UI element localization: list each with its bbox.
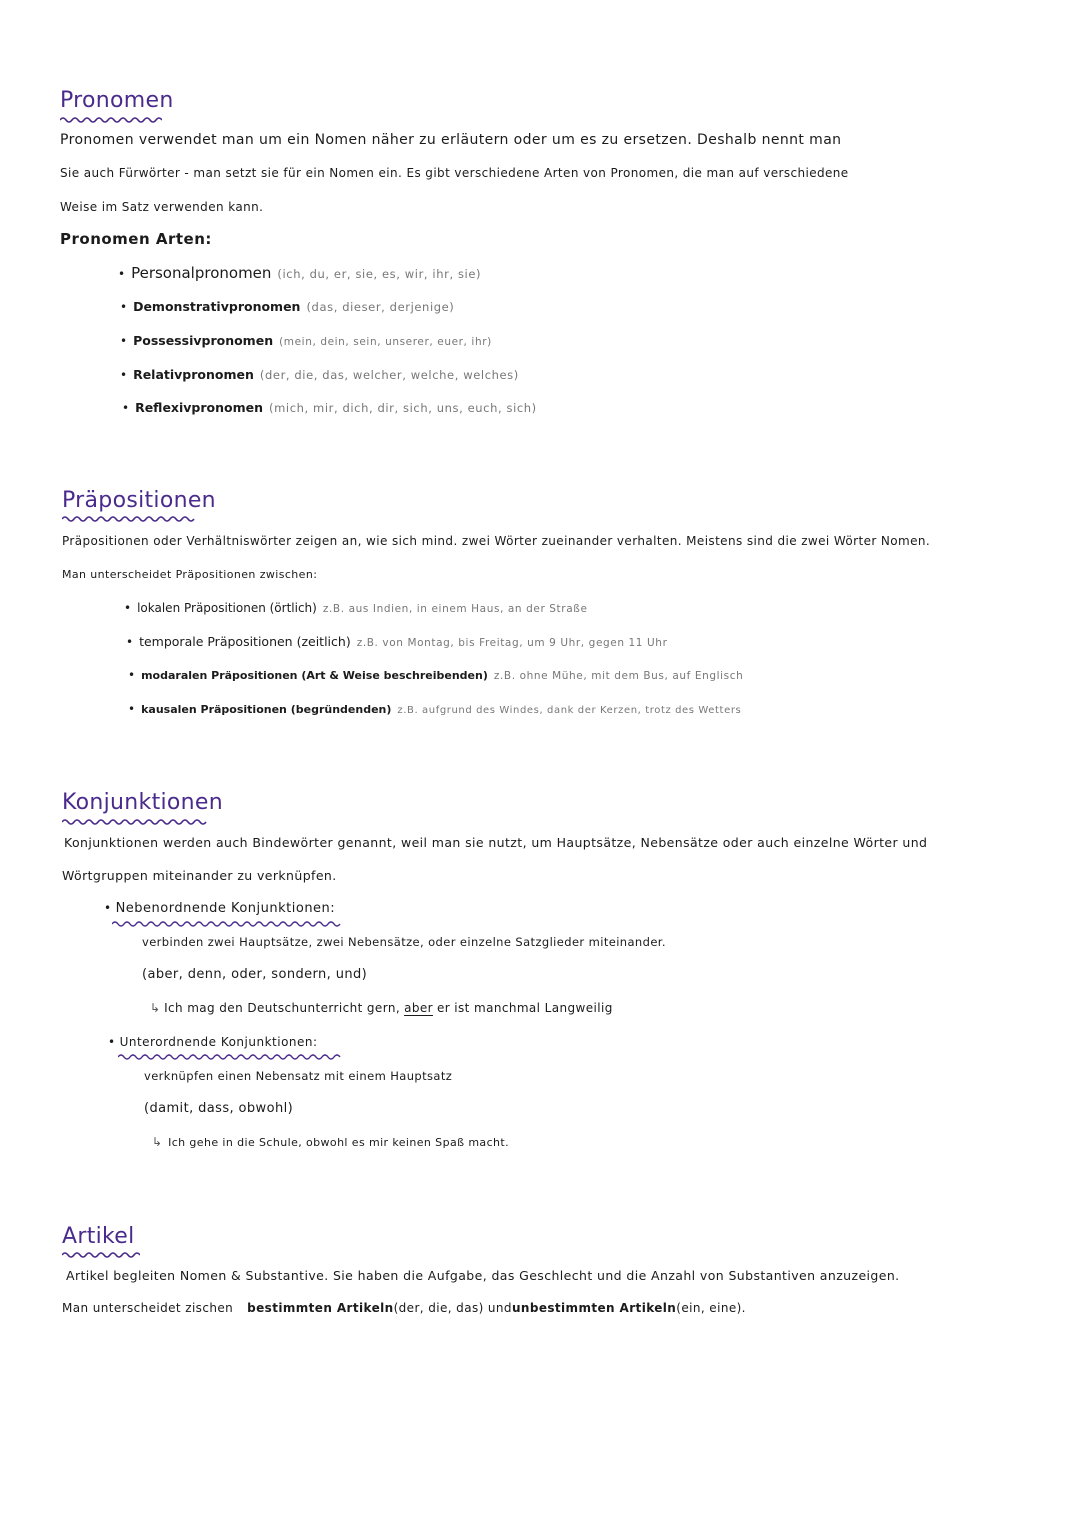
list-item [120,299,454,314]
list-item-examples: z.B. ohne Mühe, mit dem Bus, auf Englisch [493,670,744,682]
artikel-line-1: Artikel begleiten Nomen & Substantive. Sie haben die Aufgabe, das Geschlecht und die Anzahl von Substantiven anzuzeigen. [66,1268,900,1283]
artikel-heading: Artikel [62,1224,135,1249]
list-item-examples: z.B. aus Indien, in einem Haus, an der Straße [322,603,588,615]
artikel-line-2 [62,1301,746,1315]
artikel-wavy-underline [62,1251,140,1259]
list-item-examples: (ich, du, er, sie, es, wir, ihr, sie) [277,267,482,281]
unterordnende-list: (damit, dass, obwohl) [144,1101,294,1116]
praepositionen-intro-line-1: Präpositionen oder Verhältniswörter zeigen an, wie sich mind. zwei Wörter zueinander verhalten. Meistens sind die zwei Wörter Nomen. [62,534,931,548]
unterordnende-example [152,1135,509,1149]
example-text-pre: Ich mag den Deutschunterricht gern, [164,1001,401,1015]
artikel-bestimmte-artikel: bestimmten Artikeln [247,1301,394,1315]
praepositionen-intro-line-2: Man unterscheidet Präpositionen zwischen: [62,568,318,581]
bullet-icon: • [128,702,136,716]
bullet-icon: • [108,1035,116,1049]
list-item [124,601,588,615]
bullet-icon: • [120,368,128,382]
nebenordnende-wavy-underline [112,920,344,928]
praepositionen-wavy-underline [62,515,198,523]
list-item [126,634,667,649]
list-item-term: modaralen Präpositionen (Art & Weise beschreibenden) [141,669,488,682]
nebenordnende-list: (aber, denn, oder, sondern, und) [142,967,368,982]
list-item [122,400,537,415]
list-item-term: temporale Präpositionen (zeitlich) [139,634,351,649]
list-item-examples: (mich, mir, dich, dir, sich, uns, euch, sich) [269,401,537,415]
list-item-examples: (der, die, das, welcher, welche, welches) [259,368,519,382]
artikel-line-2-pre: Man unterscheidet zischen [62,1301,234,1315]
list-item-examples: z.B. von Montag, bis Freitag, um 9 Uhr, gegen 11 Uhr [356,637,668,649]
nebenordnende-description: verbinden zwei Hauptsätze, zwei Nebensätze, oder einzelne Satzglieder miteinander. [142,935,666,949]
list-item-term: Possessivpronomen [133,333,274,348]
artikel-unbestimmte-artikel: unbestimmten Artikeln [511,1301,677,1315]
unterordnende-wavy-underline [118,1053,342,1061]
pronomen-intro-line-2: Sie auch Fürwörter - man setzt sie für ein Nomen ein. Es gibt verschiedene Arten von Pronomen, die man auf verschiedene [60,166,849,180]
bullet-icon: • [120,334,128,348]
example-highlight-word: aber [404,1001,433,1015]
example-text-post: er ist manchmal Langweilig [436,1001,613,1015]
list-item [128,668,743,682]
pronomen-heading: Pronomen [60,88,174,113]
list-item [120,333,492,348]
bullet-icon: • [118,267,126,281]
unterordnende-heading-label: Unterordnende Konjunktionen: [119,1035,318,1049]
bullet-icon: • [120,300,128,314]
list-item [118,264,481,282]
bullet-icon: • [104,901,112,915]
pronomen-intro-line-3: Weise im Satz verwenden kann. [60,200,264,214]
konjunktionen-intro-line-2: Wörtgruppen miteinander zu verknüpfen. [62,868,337,883]
konjunktionen-wavy-underline [62,818,208,826]
nebenordnende-heading [104,901,335,916]
pronomen-intro-line-1: Pronomen verwendet man um ein Nomen näher zu erläutern oder um es zu ersetzen. Deshalb nennt man [60,132,842,148]
nebenordnende-heading-label: Nebenordnende Konjunktionen: [115,901,336,916]
unterordnende-description: verknüpfen einen Nebensatz mit einem Hauptsatz [144,1069,453,1083]
artikel-line-2-post: (ein, eine). [676,1301,746,1315]
list-item-term: Demonstrativpronomen [133,299,301,314]
arrow-icon: ↳ [150,1001,161,1015]
list-item-term: Personalpronomen [131,264,272,282]
list-item-term: kausalen Präpositionen (begründenden) [141,703,392,716]
example-text: Ich gehe in die Schule, obwohl es mir keinen Spaß macht. [168,1136,510,1149]
list-item [120,367,519,382]
nebenordnende-example [150,1001,613,1015]
list-item-examples: (mein, dein, sein, unserer, euer, ihr) [279,336,492,348]
unterordnende-heading [108,1035,318,1049]
list-item-examples: (das, dieser, derjenige) [306,300,455,314]
pronomen-arten-subheading: Pronomen Arten: [60,230,212,248]
bullet-icon: • [128,668,136,682]
list-item-examples: z.B. aufgrund des Windes, dank der Kerzen, trotz des Wetters [397,705,742,716]
pronomen-wavy-underline [60,116,162,124]
bullet-icon: • [126,635,134,649]
konjunktionen-intro-line-1: Konjunktionen werden auch Bindewörter genannt, weil man sie nutzt, um Hauptsätze, Nebensätze oder auch einzelne Wörter und [64,835,928,850]
list-item-term: Relativpronomen [133,367,254,382]
praepositionen-heading: Präpositionen [62,488,216,513]
bullet-icon: • [124,601,132,615]
bullet-icon: • [122,401,130,415]
konjunktionen-heading: Konjunktionen [62,790,223,815]
arrow-icon: ↳ [152,1135,163,1149]
list-item [128,702,741,716]
artikel-line-2-mid: (der, die, das) und [393,1301,512,1315]
list-item-term: lokalen Präpositionen (örtlich) [137,601,317,615]
list-item-term: Reflexivpronomen [135,400,264,415]
